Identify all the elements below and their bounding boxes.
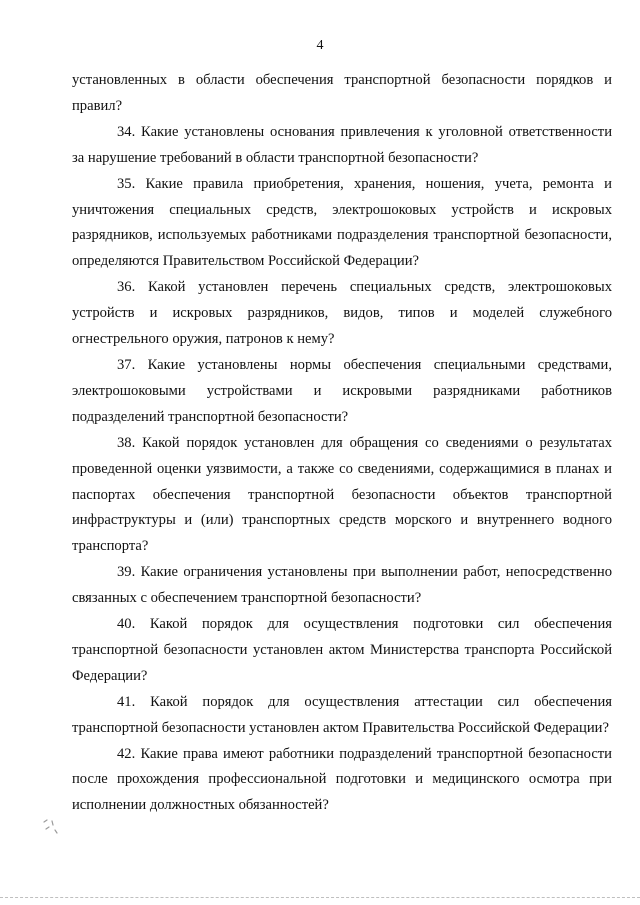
paragraph: 40. Какой порядок для осуществления подготовки сил обеспечения транспортной безопасности установлен актом Министерства транспорта Российской Федерации? bbox=[72, 616, 612, 684]
paragraph: 35. Какие правила приобретения, хранения, ношения, учета, ремонта и уничтожения специальных средств, электрошоковых устройств и искровых разрядников, используемых работниками подразделения транспортной безопасности, определяются Правительством Российской Федерации? bbox=[72, 175, 612, 270]
paragraph: 37. Какие установлены нормы обеспечения специальными средствами, электрошоковыми устройствами и искровыми разрядниками работников подразделений транспортной безопасности? bbox=[72, 356, 612, 425]
page-bottom-edge bbox=[0, 897, 640, 900]
paragraph: 38. Какой порядок установлен для обращения со сведениями о результатах проведенной оценки уязвимости, а также со сведениями, содержащимися в планах и паспортах обеспечения транспортной безопасности объектов транспортной инфраструктуры и (или) транспортных средств морского и внутреннего водного транспорта? bbox=[72, 434, 612, 555]
paragraph: 34. Какие установлены основания привлечения к уголовной ответственности за нарушение требований в области транспортной безопасности? bbox=[72, 123, 612, 166]
scan-artifact-icon bbox=[40, 816, 62, 838]
paragraph: 36. Какой установлен перечень специальных средств, электрошоковых устройств и искровых разрядников, видов, типов и моделей служебного огнестрельного оружия, патронов к нему? bbox=[72, 279, 612, 348]
paragraph: установленных в области обеспечения транспортной безопасности порядков и правил? bbox=[72, 72, 612, 114]
paragraph: 39. Какие ограничения установлены при выполнении работ, непосредственно связанных с обеспечением транспортной безопасности? bbox=[72, 564, 612, 607]
paragraph: 41. Какой порядок для осуществления аттестации сил обеспечения транспортной безопасности установлен актом Правительства Российской Федерации? bbox=[72, 693, 612, 736]
document-body bbox=[72, 68, 612, 819]
paragraph: 42. Какие права имеют работники подразделений транспортной безопасности после прохождения профессиональной подготовки и медицинского осмотра при исполнении должностных обязанностей? bbox=[72, 745, 612, 814]
page-number: 4 bbox=[316, 38, 324, 53]
